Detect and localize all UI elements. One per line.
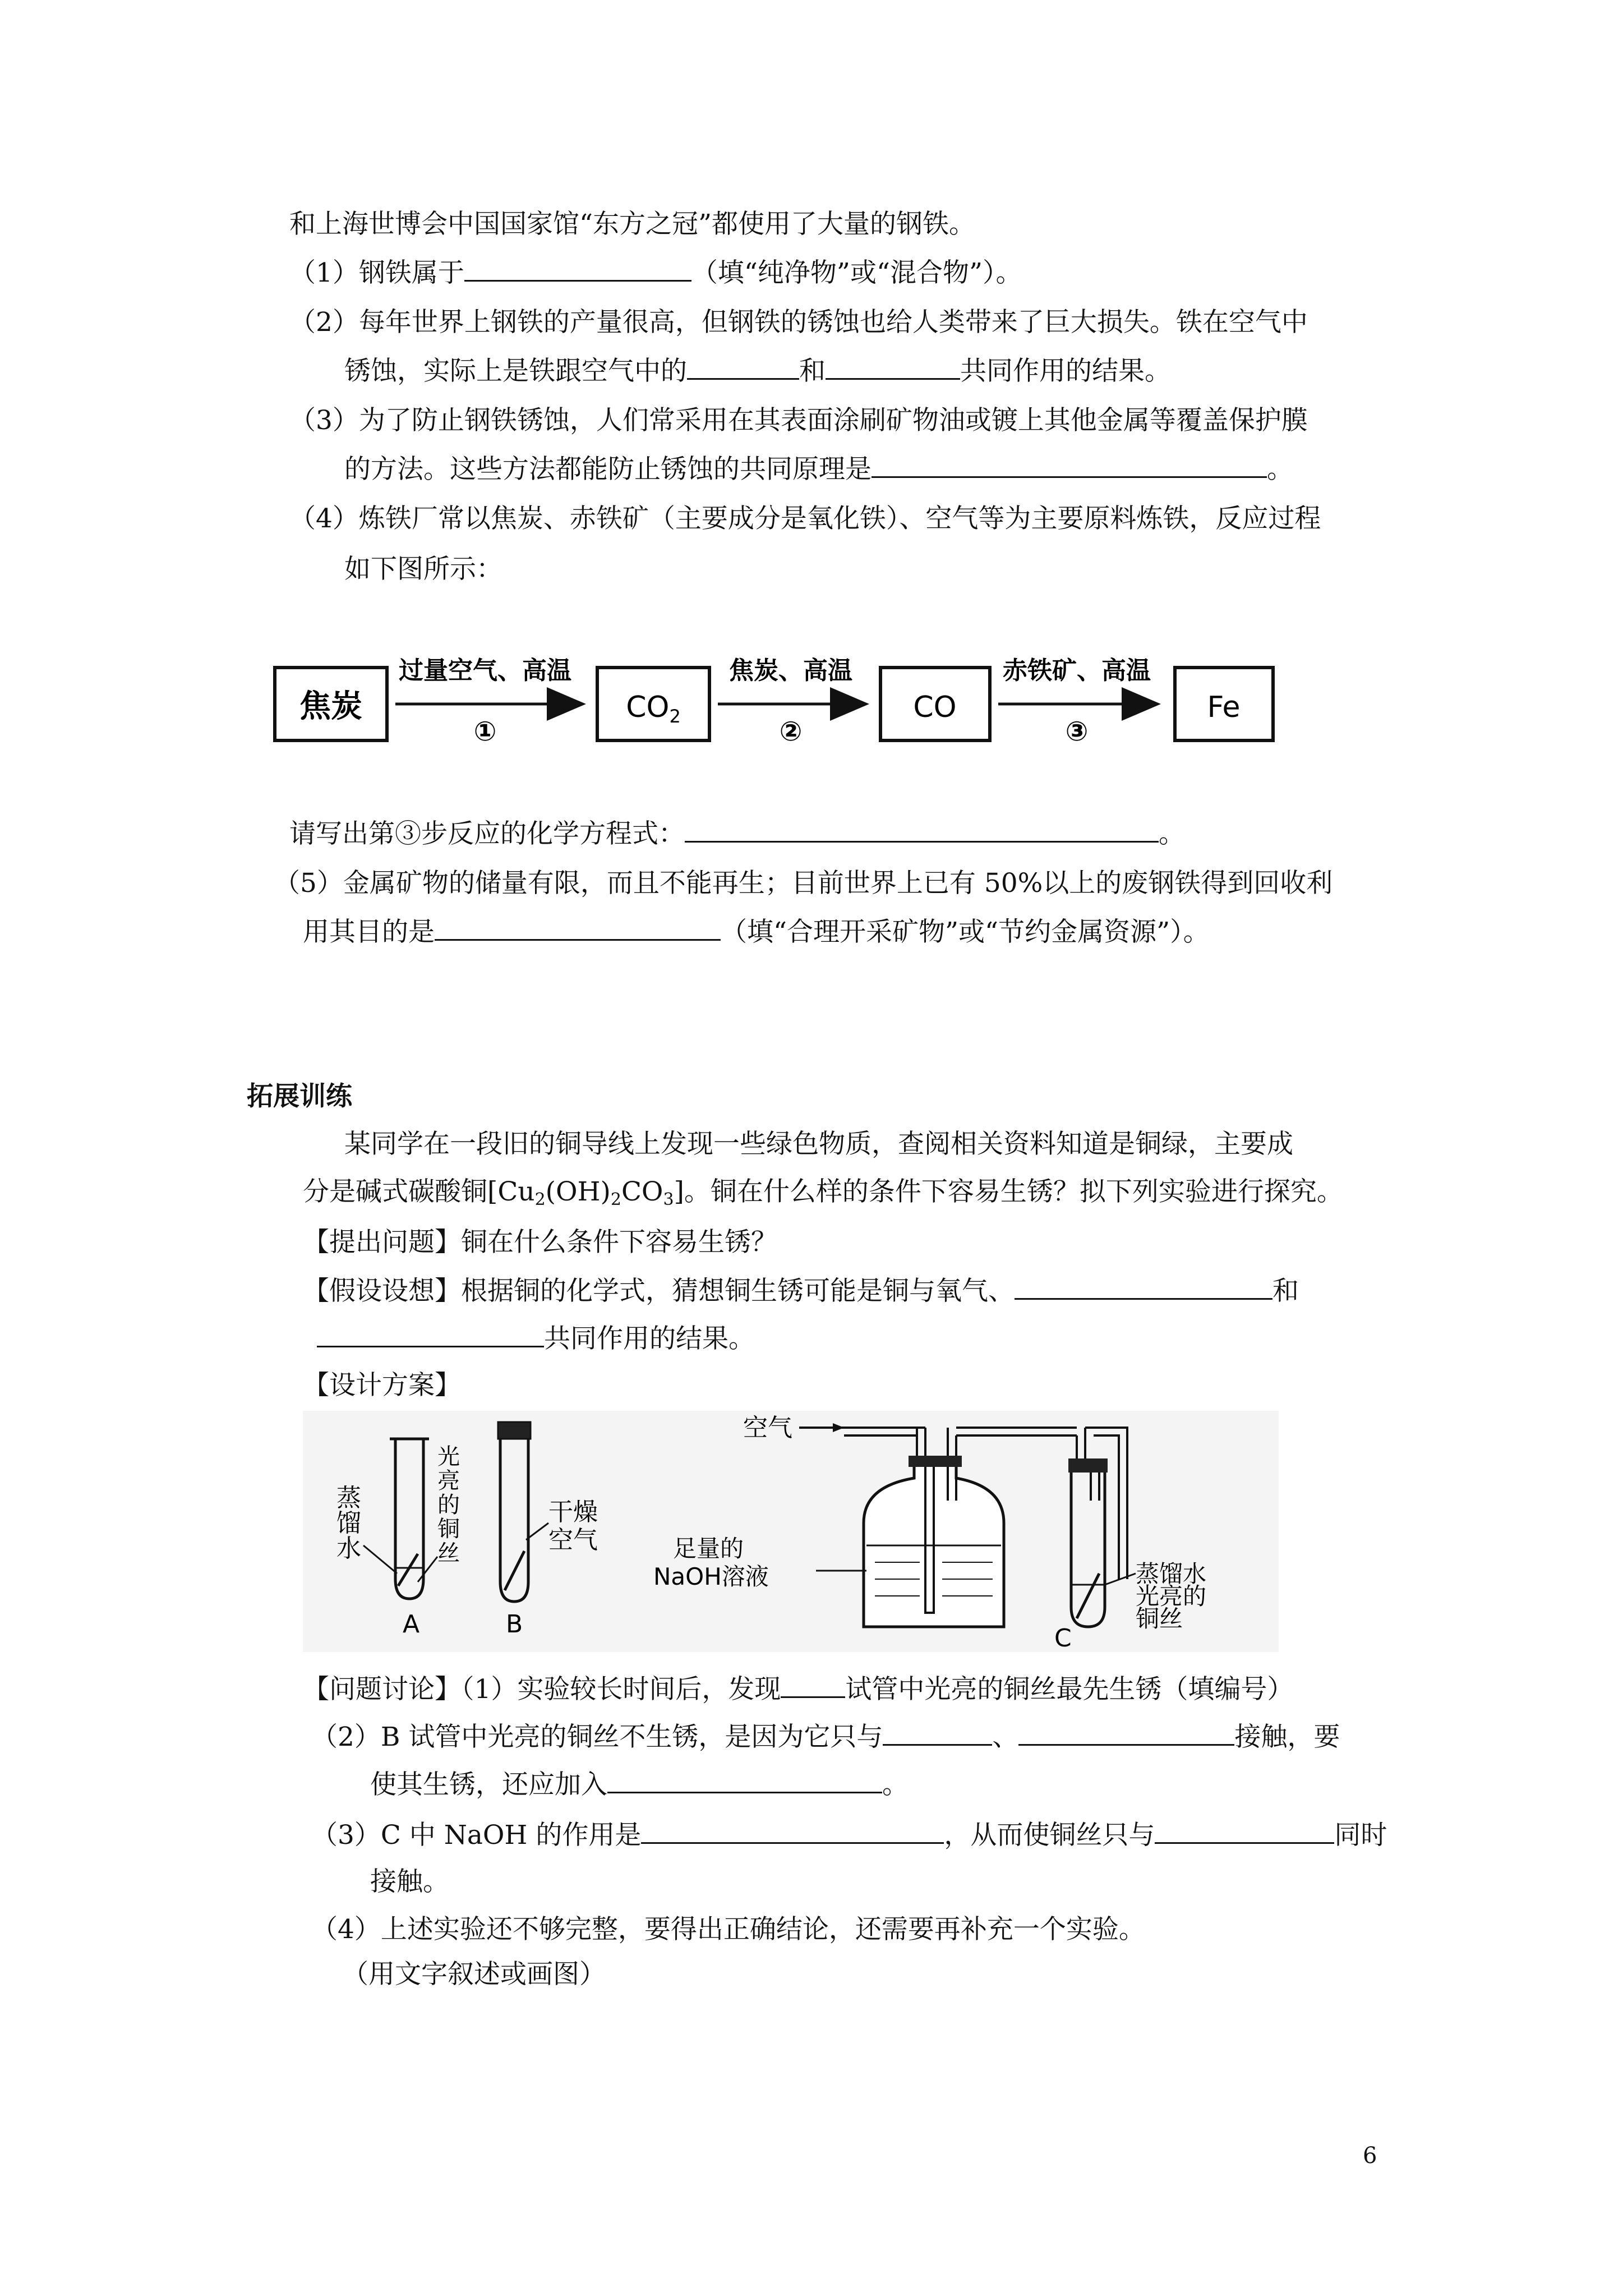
answer-blank[interactable] xyxy=(1015,1273,1272,1300)
discussion-4-line2: （用文字叙述或画图） xyxy=(342,1959,606,1990)
svg-text:空气: 空气 xyxy=(548,1526,598,1554)
flow-box-co2 xyxy=(597,668,709,740)
flow-arrow-3 xyxy=(998,656,1155,747)
discussion-1: 【问题讨论】（1）实验较长时间后，发现 试管中光亮的铜丝最先生锈（填编号） xyxy=(303,1672,1293,1706)
flow-box-coke xyxy=(275,668,387,740)
question-4: （4）炼铁厂常以焦炭、赤铁矿（主要成分是氧化铁）、空气等为主要原料炼铁，反应过程 xyxy=(289,503,1321,534)
question-5: （5）金属矿物的储量有限，而且不能再生；目前世界上已有 50%以上的废钢铁得到回收利 xyxy=(274,868,1333,899)
svg-text:光亮的: 光亮的 xyxy=(1136,1582,1207,1610)
tube-c-label: C xyxy=(1054,1624,1072,1652)
svg-text:蒸: 蒸 xyxy=(336,1484,361,1512)
apparatus-figure xyxy=(303,1411,1279,1652)
answer-blank[interactable] xyxy=(641,1818,944,1844)
tube-a-label: A xyxy=(403,1610,420,1639)
discussion-4: （4）上述实验还不够完整，要得出正确结论，还需要再补充一个实验。 xyxy=(311,1914,1145,1945)
question-3: （3）为了防止钢铁锈蚀，人们常采用在其表面涂刷矿物油或镀上其他金属等覆盖保护膜 xyxy=(289,405,1308,436)
flow-box-co xyxy=(880,668,990,740)
extension-intro: 某同学在一段旧的铜导线上发现一些绿色物质，查阅相关资料知道是铜绿，主要成 xyxy=(344,1129,1293,1159)
svg-text:空气: 空气 xyxy=(743,1414,792,1442)
svg-text:干燥: 干燥 xyxy=(548,1498,598,1526)
question-3-line2: 的方法。这些方法都能防止锈蚀的共同原理是 。 xyxy=(344,452,1293,486)
svg-text:亮: 亮 xyxy=(437,1468,460,1494)
svg-text:赤铁矿、高温: 赤铁矿、高温 xyxy=(1003,656,1151,685)
hypothesis-line2: 共同作用的结果。 xyxy=(317,1321,755,1356)
answer-blank[interactable] xyxy=(826,353,960,380)
hypothesis: 【假设设想】根据铜的化学式，猜想铜生锈可能是铜与氧气、 和 xyxy=(303,1273,1299,1308)
discussion-2-line2: 使其生锈，还应加入 。 xyxy=(370,1767,909,1802)
svg-text:过量空气、高温: 过量空气、高温 xyxy=(399,656,571,685)
svg-text:铜丝: 铜丝 xyxy=(1136,1605,1183,1632)
answer-blank[interactable] xyxy=(687,353,799,380)
answer-blank[interactable] xyxy=(317,1321,544,1347)
flow-arrow-2 xyxy=(718,656,864,747)
svg-text:Fe: Fe xyxy=(1207,691,1241,724)
svg-text:CO: CO xyxy=(913,691,957,724)
discussion-3-line2: 接触。 xyxy=(370,1866,449,1897)
svg-text:的: 的 xyxy=(437,1492,460,1518)
svg-text:焦炭、高温: 焦炭、高温 xyxy=(729,656,852,685)
answer-blank[interactable] xyxy=(685,816,1159,843)
tube-b-label: B xyxy=(506,1610,523,1639)
ironmaking-flow-diagram xyxy=(269,651,1301,763)
question-2-line2: 锈蚀，实际上是铁跟空气中的 和 共同作用的结果。 xyxy=(344,353,1171,388)
svg-text:馏: 馏 xyxy=(336,1509,361,1538)
section-heading: 拓展训练 xyxy=(247,1081,352,1112)
page-number: 6 xyxy=(1363,2143,1377,2169)
flow-arrow-1 xyxy=(395,656,580,747)
question-5-line2: 用其目的是 （填“合理开采矿物”或“节约金属资源”）。 xyxy=(303,914,1210,949)
answer-blank[interactable] xyxy=(883,1719,992,1746)
answer-blank[interactable] xyxy=(1018,1719,1234,1746)
flow-box-fe xyxy=(1175,668,1273,740)
svg-text:丝: 丝 xyxy=(437,1540,460,1566)
svg-text:水: 水 xyxy=(336,1534,361,1563)
answer-blank[interactable] xyxy=(1155,1818,1334,1844)
question-2: （2）每年世界上钢铁的产量很高，但钢铁的锈蚀也给人类带来了巨大损失。铁在空气中 xyxy=(289,307,1308,338)
design-plan: 【设计方案】 xyxy=(303,1370,461,1401)
answer-blank[interactable] xyxy=(435,914,721,941)
svg-text:①: ① xyxy=(473,716,497,747)
answer-blank[interactable] xyxy=(781,1672,845,1698)
discussion-2: （2）B 试管中光亮的铜丝不生锈，是因为它只与 、 接触，要 xyxy=(311,1719,1340,1754)
answer-blank[interactable] xyxy=(607,1767,882,1793)
svg-text:②: ② xyxy=(779,716,803,747)
svg-text:铜: 铜 xyxy=(437,1516,460,1542)
svg-text:CO2: CO2 xyxy=(626,691,681,727)
svg-text:③: ③ xyxy=(1065,716,1089,747)
svg-text:光: 光 xyxy=(437,1444,460,1470)
equation-line: 请写出第③步反应的化学方程式： 。 xyxy=(289,816,1185,851)
svg-text:蒸馏水: 蒸馏水 xyxy=(1136,1560,1207,1588)
raise-question: 【提出问题】铜在什么条件下容易生锈？ xyxy=(303,1227,777,1258)
question-4-line2: 如下图所示： xyxy=(344,554,502,585)
svg-text:NaOH溶液: NaOH溶液 xyxy=(653,1563,769,1590)
svg-text:焦炭: 焦炭 xyxy=(299,688,362,725)
discussion-3: （3）C 中 NaOH 的作用是 ，从而使铜丝只与 同时 xyxy=(311,1818,1387,1852)
question-1: （1）钢铁属于 （填“纯净物”或“混合物”）。 xyxy=(289,255,1022,290)
answer-blank[interactable] xyxy=(464,255,691,282)
answer-blank[interactable] xyxy=(872,452,1267,478)
svg-text:足量的: 足量的 xyxy=(673,1535,744,1562)
extension-intro-line2: 分是碱式碳酸铜$[Cu_2(OH)_2CO_3]$。铜在什么样的条件下容易生锈？拟下列实验进行探究。 xyxy=(303,1176,1343,1209)
intro-line: 和上海世博会中国国家馆“东方之冠”都使用了大量的钢铁。 xyxy=(289,209,976,240)
